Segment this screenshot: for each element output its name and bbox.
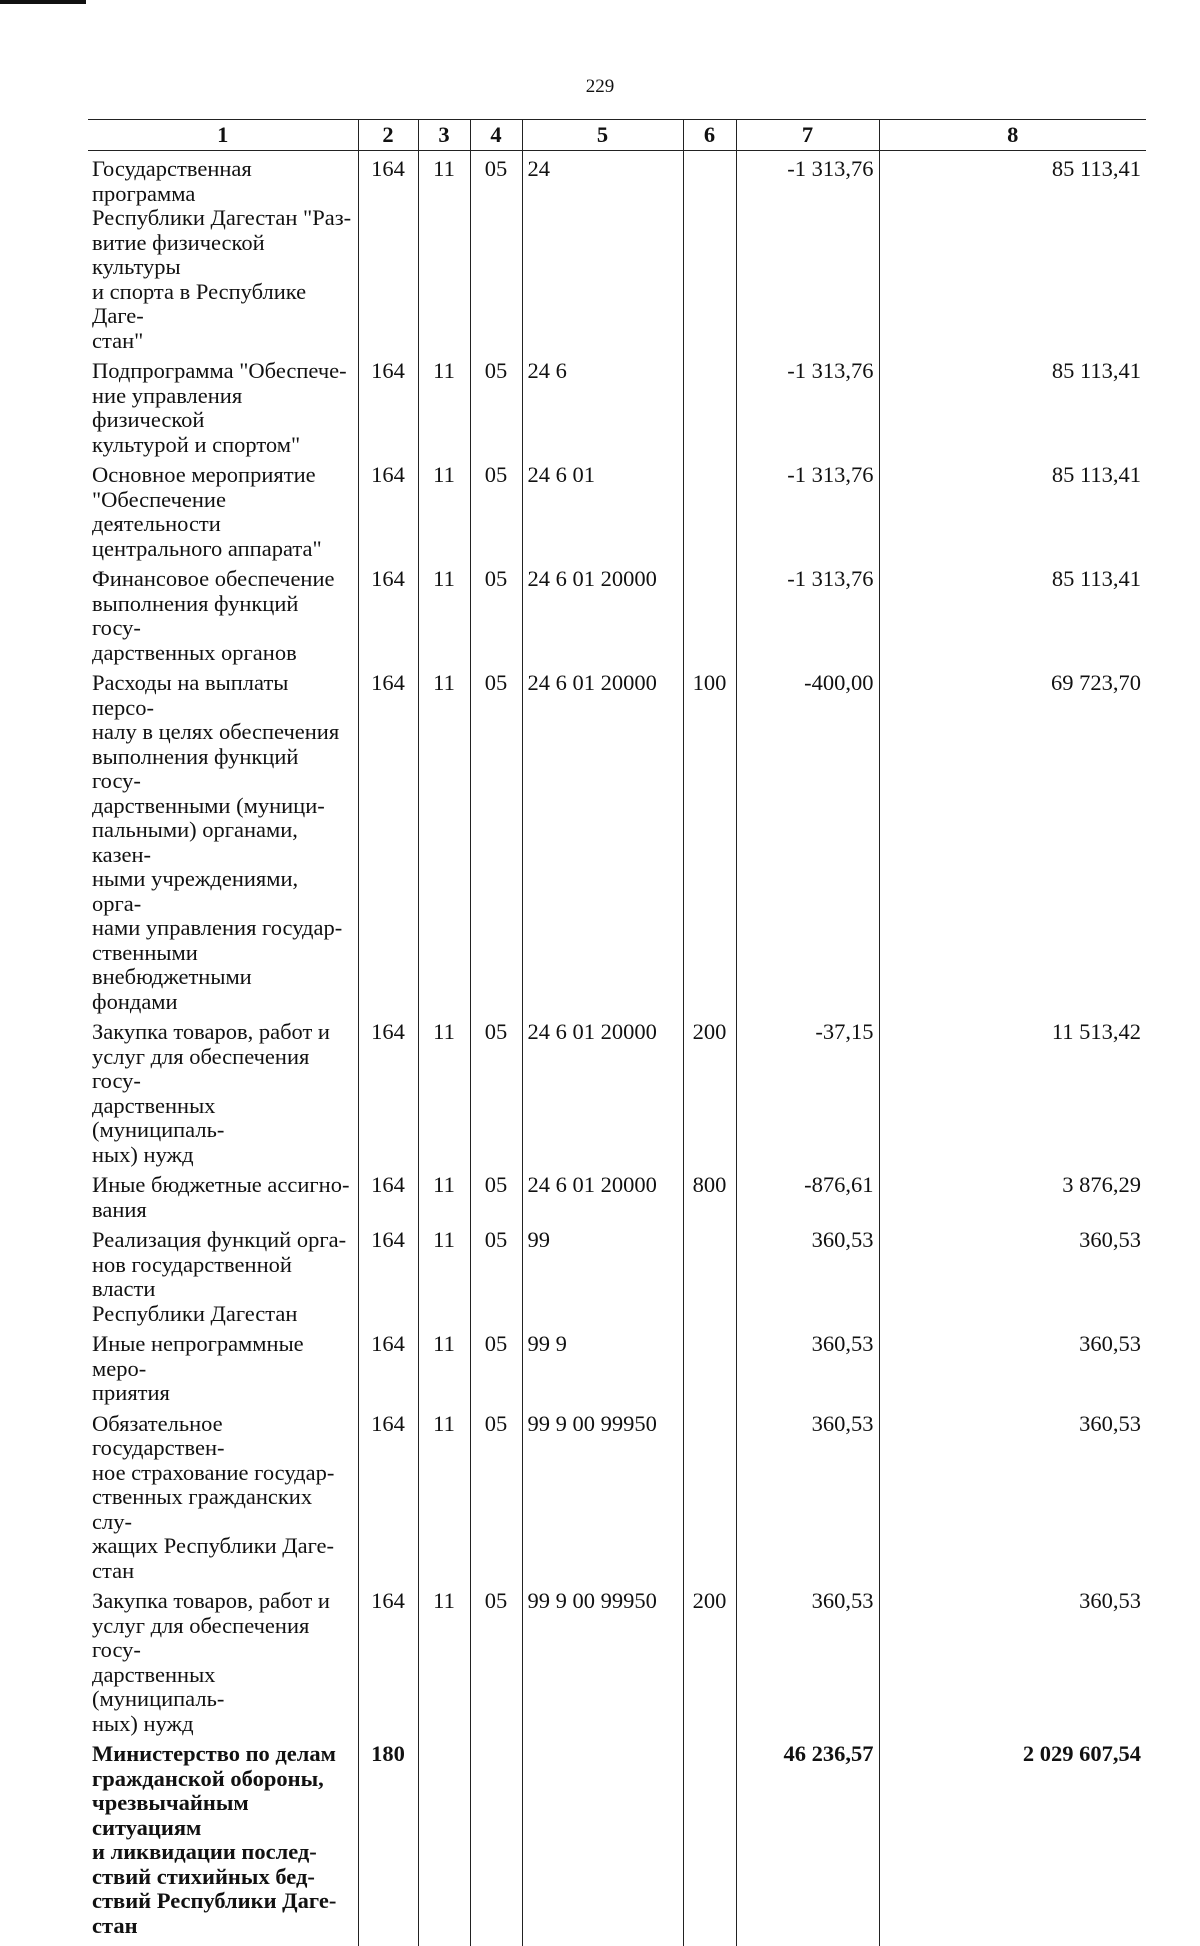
item-name-line: нами управления государ- [92,916,353,941]
item-name-line: ние управления физической [92,384,353,433]
change-amount-cell: -37,15 [736,1014,879,1167]
total-amount-cell: 69 723,70 [879,665,1146,1014]
item-name-line: Закупка товаров, работ и [92,1589,353,1614]
chapter-code-cell: 11 [418,561,470,665]
item-name-line: приятия [92,1381,353,1406]
item-name-line: ствий стихийных бед- [92,1865,353,1890]
item-name-cell [88,1167,358,1222]
budget-table [88,119,1146,1946]
section-code-cell: 164 [358,561,418,665]
target-article-cell [522,1736,683,1946]
item-name-cell [88,1326,358,1406]
expense-type-cell [683,1406,736,1584]
column-header: 2 [358,120,418,151]
table-row [88,665,1146,1014]
column-header: 7 [736,120,879,151]
item-name-line: Расходы на выплаты персо- [92,671,353,720]
target-article-cell: 99 9 00 99950 [522,1583,683,1736]
item-name-line: стан [92,1559,353,1584]
expense-type-cell: 800 [683,1167,736,1222]
header-row [88,120,1146,151]
item-name-line: и спорта в Республике Даге- [92,280,353,329]
table-row [88,1014,1146,1167]
item-name-cell [88,561,358,665]
item-name-line: Подпрограмма "Обеспече- [92,359,353,384]
target-article-cell: 24 6 01 [522,457,683,561]
change-amount-cell: -400,00 [736,665,879,1014]
subchapter-code-cell: 05 [470,1222,522,1326]
section-code-cell: 164 [358,1583,418,1736]
item-name-line: дарственных (муниципаль- [92,1094,353,1143]
chapter-code-cell: 11 [418,457,470,561]
item-name-line: выполнения функций госу- [92,592,353,641]
section-code-cell: 180 [358,1736,418,1946]
change-amount-cell: -1 313,76 [736,561,879,665]
item-name-line: стан [92,1914,353,1939]
chapter-code-cell: 11 [418,1014,470,1167]
item-name-cell [88,1014,358,1167]
item-name-line: чрезвычайным ситуациям [92,1791,353,1840]
chapter-code-cell [418,1736,470,1946]
subchapter-code-cell: 05 [470,1014,522,1167]
item-name-line: ных) нужд [92,1143,353,1168]
chapter-code-cell: 11 [418,1167,470,1222]
change-amount-cell: 360,53 [736,1326,879,1406]
expense-type-cell [683,1736,736,1946]
subchapter-code-cell: 05 [470,561,522,665]
item-name-line: и ликвидации послед- [92,1840,353,1865]
column-header: 6 [683,120,736,151]
table-row [88,353,1146,457]
item-name-line: ными учреждениями, орга- [92,867,353,916]
target-article-cell: 99 9 [522,1326,683,1406]
item-name-line: Основное мероприятие [92,463,353,488]
total-amount-cell: 360,53 [879,1406,1146,1584]
subchapter-code-cell: 05 [470,151,522,354]
corner-mark [0,0,86,4]
chapter-code-cell: 11 [418,151,470,354]
expense-type-cell [683,1222,736,1326]
target-article-cell: 99 [522,1222,683,1326]
item-name-line: дарственными (муници- [92,794,353,819]
item-name-line: ных) нужд [92,1712,353,1737]
item-name-line: Республики Дагестан [92,1302,353,1327]
item-name-line: ствий Республики Даге- [92,1889,353,1914]
item-name-line: дарственных (муниципаль- [92,1663,353,1712]
item-name-line: ственных гражданских слу- [92,1485,353,1534]
total-amount-cell: 360,53 [879,1583,1146,1736]
target-article-cell: 24 6 01 20000 [522,561,683,665]
change-amount-cell: 360,53 [736,1583,879,1736]
section-code-cell: 164 [358,457,418,561]
item-name-cell [88,665,358,1014]
subchapter-code-cell: 05 [470,457,522,561]
section-code-cell: 164 [358,1014,418,1167]
subchapter-code-cell: 05 [470,1167,522,1222]
item-name-line: пальными) органами, казен- [92,818,353,867]
item-name-line: налу в целях обеспечения [92,720,353,745]
total-amount-cell: 3 876,29 [879,1167,1146,1222]
item-name-line: Закупка товаров, работ и [92,1020,353,1045]
item-name-line: вания [92,1198,353,1223]
target-article-cell: 24 6 01 20000 [522,1167,683,1222]
expense-type-cell [683,457,736,561]
item-name-cell [88,1222,358,1326]
item-name-line: Финансовое обеспечение [92,567,353,592]
expense-type-cell: 200 [683,1583,736,1736]
chapter-code-cell: 11 [418,1222,470,1326]
table-row [88,1222,1146,1326]
column-header: 5 [522,120,683,151]
target-article-cell: 24 6 01 20000 [522,1014,683,1167]
item-name-line: услуг для обеспечения госу- [92,1614,353,1663]
target-article-cell: 24 [522,151,683,354]
column-header: 3 [418,120,470,151]
change-amount-cell: 360,53 [736,1222,879,1326]
section-code-cell: 164 [358,1167,418,1222]
chapter-code-cell: 11 [418,1326,470,1406]
item-name-line: "Обеспечение деятельности [92,488,353,537]
chapter-code-cell: 11 [418,1583,470,1736]
item-name-line: ственными внебюджетными [92,941,353,990]
item-name-line: витие физической культуры [92,231,353,280]
item-name-cell [88,151,358,354]
total-amount-cell: 360,53 [879,1326,1146,1406]
item-name-line: жащих Республики Даге- [92,1534,353,1559]
section-code-cell: 164 [358,151,418,354]
chapter-code-cell: 11 [418,665,470,1014]
item-name-line: стан" [92,329,353,354]
total-amount-cell: 11 513,42 [879,1014,1146,1167]
item-name-line: Иные бюджетные ассигно- [92,1173,353,1198]
item-name-line: фондами [92,990,353,1015]
total-amount-cell: 2 029 607,54 [879,1736,1146,1946]
subchapter-code-cell [470,1736,522,1946]
total-amount-cell: 85 113,41 [879,457,1146,561]
table-row [88,1406,1146,1584]
expense-type-cell [683,353,736,457]
total-amount-cell: 85 113,41 [879,353,1146,457]
section-code-cell: 164 [358,665,418,1014]
item-name-line: ное страхование государ- [92,1461,353,1486]
item-name-line: культурой и спортом" [92,433,353,458]
table-row [88,1583,1146,1736]
item-name-cell [88,1583,358,1736]
column-header: 8 [879,120,1146,151]
item-name-line: Обязательное государствен- [92,1412,353,1461]
expense-type-cell [683,151,736,354]
total-amount-cell: 85 113,41 [879,561,1146,665]
item-name-line: нов государственной власти [92,1253,353,1302]
change-amount-cell: 46 236,57 [736,1736,879,1946]
table-row [88,561,1146,665]
table-body [88,151,1146,1946]
item-name-line: Государственная программа [92,157,353,206]
chapter-code-cell: 11 [418,1406,470,1584]
item-name-line: дарственных органов [92,641,353,666]
expense-type-cell [683,561,736,665]
section-code-cell: 164 [358,1222,418,1326]
change-amount-cell: 360,53 [736,1406,879,1584]
item-name-line: выполнения функций госу- [92,745,353,794]
subchapter-code-cell: 05 [470,1406,522,1584]
item-name-line: Иные непрограммные меро- [92,1332,353,1381]
item-name-line: услуг для обеспечения госу- [92,1045,353,1094]
table-row [88,457,1146,561]
change-amount-cell: -1 313,76 [736,353,879,457]
chapter-code-cell: 11 [418,353,470,457]
section-code-cell: 164 [358,1406,418,1584]
expense-type-cell [683,1326,736,1406]
item-name-cell [88,1736,358,1946]
target-article-cell: 24 6 [522,353,683,457]
subchapter-code-cell: 05 [470,353,522,457]
total-amount-cell: 360,53 [879,1222,1146,1326]
item-name-line: Республики Дагестан "Раз- [92,206,353,231]
column-header: 4 [470,120,522,151]
expense-type-cell: 200 [683,1014,736,1167]
target-article-cell: 24 6 01 20000 [522,665,683,1014]
section-code-cell: 164 [358,353,418,457]
table-row [88,1736,1146,1946]
total-amount-cell: 85 113,41 [879,151,1146,354]
section-code-cell: 164 [358,1326,418,1406]
change-amount-cell: -876,61 [736,1167,879,1222]
item-name-line: Министерство по делам [92,1742,353,1767]
item-name-line: центрального аппарата" [92,537,353,562]
subchapter-code-cell: 05 [470,665,522,1014]
item-name-line: гражданской обороны, [92,1767,353,1792]
item-name-cell [88,457,358,561]
item-name-line: Реализация функций орга- [92,1228,353,1253]
table-row [88,151,1146,354]
change-amount-cell: -1 313,76 [736,151,879,354]
item-name-cell [88,353,358,457]
change-amount-cell: -1 313,76 [736,457,879,561]
page-number: 229 [0,76,1200,98]
table-row [88,1326,1146,1406]
subchapter-code-cell: 05 [470,1583,522,1736]
table-row [88,1167,1146,1222]
column-header: 1 [88,120,358,151]
expense-type-cell: 100 [683,665,736,1014]
subchapter-code-cell: 05 [470,1326,522,1406]
target-article-cell: 99 9 00 99950 [522,1406,683,1584]
item-name-cell [88,1406,358,1584]
